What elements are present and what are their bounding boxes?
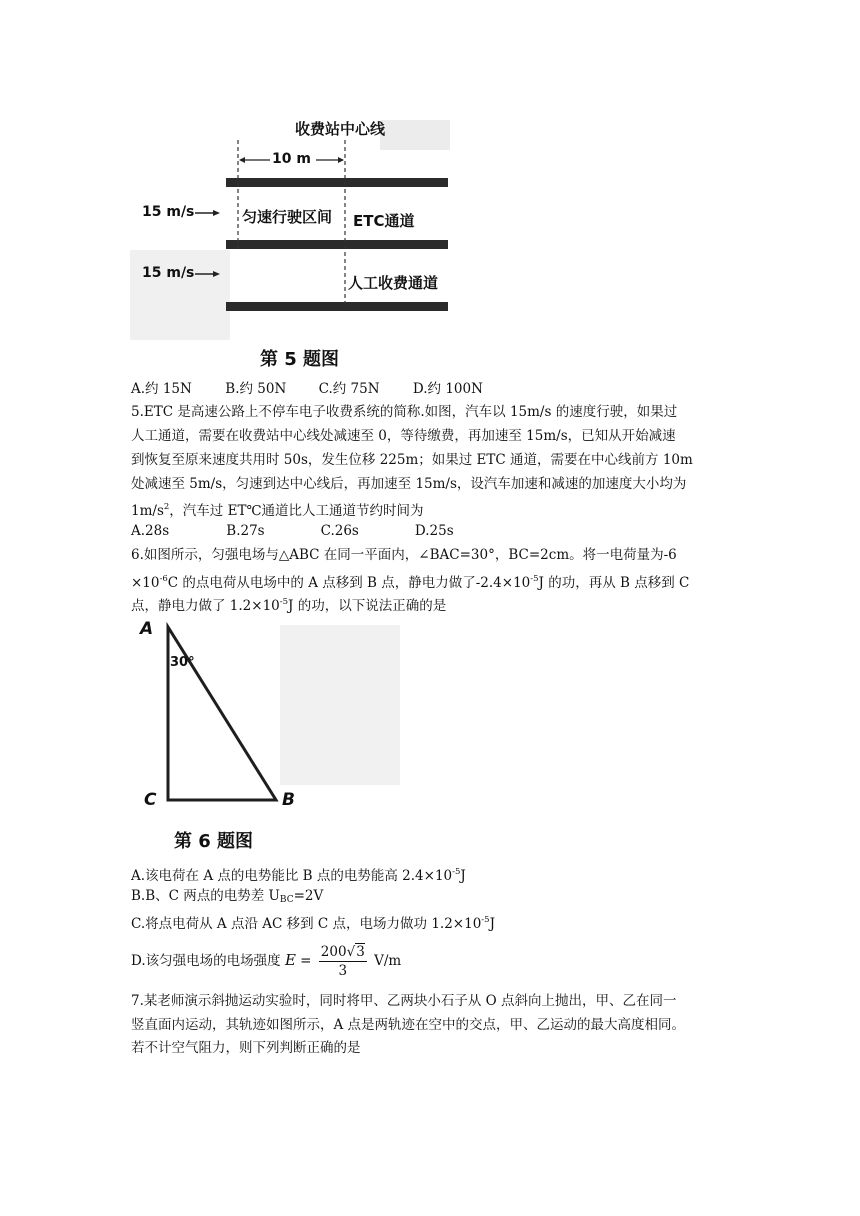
q4-option-b: B.约 50N <box>225 381 287 397</box>
q6-option-c <box>131 911 495 933</box>
q6-line-2-b: C 的点电荷从电场中的 A 点移到 B 点，静电力做了-2.4×10 <box>167 575 531 591</box>
q5-line-5 <box>131 498 424 520</box>
q6-line-2-a: ×10 <box>131 575 160 591</box>
q6-line-3-sup: -5 <box>279 597 289 607</box>
fig5-caption: 第 5 题图 <box>260 349 340 370</box>
q6-option-a <box>131 863 466 885</box>
fig5-distance-label: 10 m <box>272 151 311 167</box>
q6-line-2-sup2: -5 <box>530 574 539 584</box>
q6-option-c-text: C.将点电荷从 A 点沿 AC 移到 C 点，电场力做功 1.2×10 <box>131 916 482 932</box>
q5-line-2: 人工通道，需要在收费站中心线处减速至 0，等待缴费，再加速至 15m/s，已知从开始减速 <box>131 428 676 444</box>
fig5-uniform-zone-label: 匀速行驶区间 <box>242 208 333 226</box>
q7-line-3: 若不计空气阻力，则下列判断正确的是 <box>131 1040 361 1056</box>
q5-options <box>131 522 454 540</box>
q6-option-c-unit: J <box>489 916 495 932</box>
q5-line-5-b: ，汽车过 ET℃通道比人工通道节约时间为 <box>169 503 424 519</box>
q4-option-d: D.约 100N <box>412 381 483 397</box>
fig6-label-b: B <box>282 790 295 810</box>
q7-line-1: 7.某老师演示斜抛运动实验时，同时将甲、乙两块小石子从 O 点斜向上抛出，甲、乙在同一 <box>131 993 677 1009</box>
q6-line-2 <box>131 570 689 592</box>
fig5-speed-top: 15 m/s <box>142 204 195 220</box>
q6-option-b-text: B.B、C 两点的电势差 U <box>131 888 280 904</box>
fig5-diagram <box>120 100 460 370</box>
q5-option-b: B.27s <box>226 523 265 539</box>
fig6-caption: 第 6 题图 <box>174 831 254 852</box>
q6-line-2-c: J 的功，再从 B 点移到 C <box>538 575 690 591</box>
q6-option-d-symbol: E <box>284 951 296 969</box>
q5-line-3: 到恢复至原来速度共用时 50s，发生位移 225m；如果过 ETC 通道，需要在中心线前方 10m <box>131 452 693 468</box>
q5-option-a: A.28s <box>131 523 170 539</box>
q6-option-a-sup: -5 <box>452 867 461 877</box>
fig5-speed-bottom: 15 m/s <box>142 265 195 281</box>
q6-line-3 <box>131 593 446 615</box>
q6-option-d-denominator: 3 <box>338 963 348 979</box>
q5-line-1: 5.ETC 是高速公路上不停车电子收费系统的简称.如图，汽车以 15m/s 的速度行驶，如果过 <box>131 404 678 420</box>
q6-option-a-unit: J <box>460 868 466 884</box>
fig6-label-a: A <box>140 619 154 639</box>
q7-line-2: 竖直面内运动，其轨迹如图所示，A 点是两轨迹在空中的交点，甲、乙运动的最大高度相同。 <box>131 1017 686 1033</box>
q5-option-c: C.26s <box>320 523 359 539</box>
fig6-label-c: C <box>144 790 157 810</box>
fig6-angle-label: 30° <box>170 655 195 670</box>
q6-option-b-value: =2V <box>293 888 324 904</box>
q4-options <box>131 380 483 398</box>
q6-option-b <box>131 887 323 909</box>
q6-option-d <box>131 942 401 978</box>
q6-option-d-equals: = <box>295 953 316 969</box>
q5-line-4: 处减速至 5m/s，匀速到达中心线后，再加速至 15m/s，设汽车加速和减速的加速度大小均为 <box>131 476 687 492</box>
q4-option-c: C.约 75N <box>318 381 380 397</box>
q6-line-2-sup1: -6 <box>159 574 168 584</box>
fig5-manual-label: 人工收费通道 <box>348 274 439 292</box>
figure-5 <box>120 100 460 370</box>
q6-option-d-fraction: $\frac{200√3}{3}$ <box>320 944 365 979</box>
fig5-center-line-label: 收费站中心线 <box>295 120 386 138</box>
q6-option-d-radicand: 3 <box>356 944 365 960</box>
q6-line-1: 6.如图所示，匀强电场与△ABC 在同一平面内，∠BAC=30°，BC=2cm。将一电荷量为-6 <box>131 547 677 563</box>
q6-option-d-unit: V/m <box>369 953 402 969</box>
q5-line-5-a: 1m/s <box>131 503 164 519</box>
q6-line-3-a: 点，静电力做了 1.2×10 <box>131 598 280 614</box>
q6-option-d-text: D.该匀强电场的电场强度 <box>131 953 285 969</box>
q5-option-d: D.25s <box>414 523 454 539</box>
q4-option-a: A.约 15N <box>131 381 192 397</box>
figure-6 <box>130 615 440 860</box>
q6-option-c-sup: -5 <box>481 915 490 925</box>
q6-option-d-numerator: 200 <box>320 944 347 960</box>
fig5-etc-label: ETC通道 <box>353 212 415 230</box>
q6-line-3-b: J 的功，以下说法正确的是 <box>288 598 447 614</box>
q5-line-5-sup: 2 <box>163 502 170 512</box>
fig6-triangle <box>130 615 440 815</box>
q6-option-a-text: A.该电荷在 A 点的电势能比 B 点的电势能高 2.4×10 <box>131 868 453 884</box>
q6-option-b-sub: BC <box>279 895 294 905</box>
